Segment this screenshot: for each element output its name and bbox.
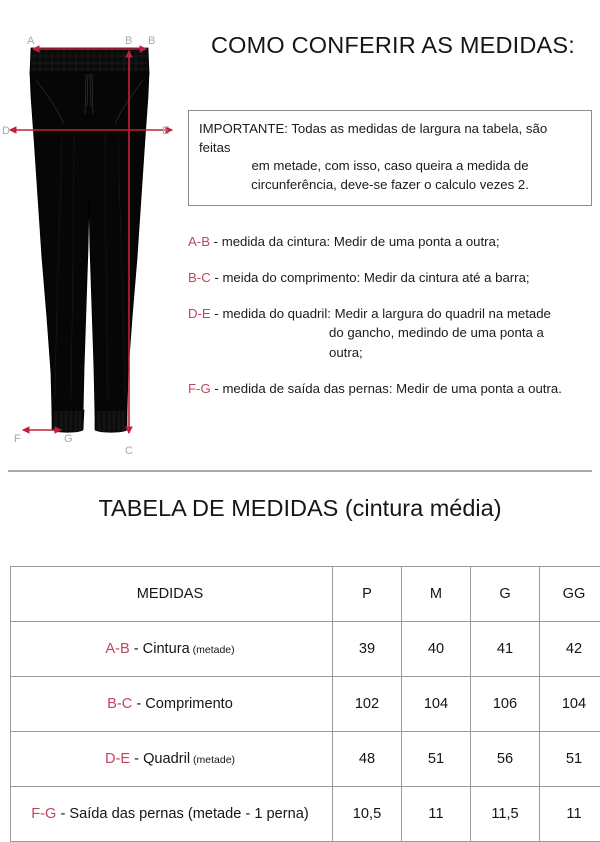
cell-saida-g: 11,5 bbox=[471, 787, 540, 842]
marker-c: C bbox=[125, 445, 133, 457]
legend-item-bc bbox=[188, 268, 598, 287]
cell-cintura-p: 39 bbox=[333, 622, 402, 677]
cell-comprimento-p: 102 bbox=[333, 677, 402, 732]
measurement-legend bbox=[188, 232, 598, 398]
table-row bbox=[11, 787, 600, 842]
legend-text-ab: - medida da cintura: Medir de uma ponta a outra; bbox=[210, 234, 500, 249]
marker-e: E bbox=[162, 125, 169, 137]
cell-cintura-gg: 42 bbox=[540, 622, 600, 677]
legend-code-de: D-E bbox=[188, 306, 211, 321]
legend-text-de-line2: do gancho, medindo de uma ponta a bbox=[188, 323, 598, 342]
row-dash-2: - bbox=[130, 751, 143, 767]
row-name-3: Saída das pernas (metade - 1 perna) bbox=[69, 806, 308, 822]
marker-g: G bbox=[64, 433, 73, 445]
header-cell-p: P bbox=[333, 567, 402, 622]
note-line-3: circunferência, deve-se fazer o calculo vezes 2. bbox=[199, 176, 581, 195]
legend-code-bc: B-C bbox=[188, 270, 211, 285]
cell-comprimento-m: 104 bbox=[402, 677, 471, 732]
row-label-quadril bbox=[11, 732, 333, 787]
page-title: COMO CONFERIR AS MEDIDAS: bbox=[186, 32, 600, 59]
table-title: TABELA DE MEDIDAS (cintura média) bbox=[0, 495, 600, 522]
row-name-0: Cintura bbox=[143, 641, 190, 657]
marker-b-top: B bbox=[125, 35, 132, 47]
legend-item-de bbox=[188, 304, 598, 361]
row-label-saida bbox=[11, 787, 333, 842]
cell-cintura-g: 41 bbox=[471, 622, 540, 677]
row-name-1: Comprimento bbox=[145, 696, 233, 712]
row-dash-1: - bbox=[132, 696, 145, 712]
legend-code-ab: A-B bbox=[188, 234, 210, 249]
cell-saida-p: 10,5 bbox=[333, 787, 402, 842]
pants-body bbox=[30, 48, 149, 432]
header-cell-medidas: MEDIDAS bbox=[11, 567, 333, 622]
header-cell-m: M bbox=[402, 567, 471, 622]
row-code-bc: B-C bbox=[107, 696, 132, 712]
cell-saida-m: 11 bbox=[402, 787, 471, 842]
legend-text-de-line3: outra; bbox=[188, 343, 598, 362]
cell-quadril-m: 51 bbox=[402, 732, 471, 787]
table-row bbox=[11, 732, 600, 787]
legend-text-bc: - meida do comprimento: Medir da cintura até a barra; bbox=[211, 270, 530, 285]
row-code-ab: A-B bbox=[105, 641, 129, 657]
table-row bbox=[11, 677, 600, 732]
header-cell-gg: GG bbox=[540, 567, 600, 622]
size-table bbox=[10, 566, 600, 842]
row-suffix-2: (metade) bbox=[190, 754, 235, 766]
marker-f: F bbox=[14, 433, 21, 445]
marker-a: A bbox=[27, 35, 35, 47]
cell-quadril-gg: 51 bbox=[540, 732, 600, 787]
section-divider bbox=[8, 470, 592, 472]
cell-cintura-m: 40 bbox=[402, 622, 471, 677]
legend-code-fg: F-G bbox=[188, 381, 211, 396]
row-code-fg: F-G bbox=[31, 806, 56, 822]
legend-item-fg bbox=[188, 379, 598, 398]
note-line-2: em metade, com isso, caso queira a medida de bbox=[199, 157, 581, 176]
row-label-cintura bbox=[11, 622, 333, 677]
row-code-de: D-E bbox=[105, 751, 130, 767]
note-line-1: IMPORTANTE: Todas as medidas de largura na tabela, são feitas bbox=[199, 120, 581, 157]
header-cell-g: G bbox=[471, 567, 540, 622]
cell-quadril-p: 48 bbox=[333, 732, 402, 787]
cell-saida-gg: 11 bbox=[540, 787, 600, 842]
row-dash-0: - bbox=[130, 641, 143, 657]
row-label-comprimento bbox=[11, 677, 333, 732]
important-note bbox=[188, 110, 592, 206]
legend-text-de: - medida do quadril: Medir a largura do quadril na metade bbox=[211, 306, 551, 321]
instructions-column bbox=[186, 0, 600, 470]
legend-item-ab bbox=[188, 232, 598, 251]
pants-diagram-svg bbox=[0, 18, 182, 458]
marker-d: D bbox=[2, 125, 10, 137]
cell-comprimento-gg: 104 bbox=[540, 677, 600, 732]
pants-diagram bbox=[0, 18, 182, 458]
marker-b-right: B bbox=[148, 35, 155, 47]
cell-quadril-g: 56 bbox=[471, 732, 540, 787]
cell-comprimento-g: 106 bbox=[471, 677, 540, 732]
row-dash-3: - bbox=[56, 806, 69, 822]
table-header-row bbox=[11, 567, 600, 622]
legend-text-fg: - medida de saída das pernas: Medir de uma ponta a outra. bbox=[211, 381, 562, 396]
row-name-2: Quadril bbox=[143, 751, 190, 767]
table-row bbox=[11, 622, 600, 677]
row-suffix-0: (metade) bbox=[190, 644, 235, 656]
